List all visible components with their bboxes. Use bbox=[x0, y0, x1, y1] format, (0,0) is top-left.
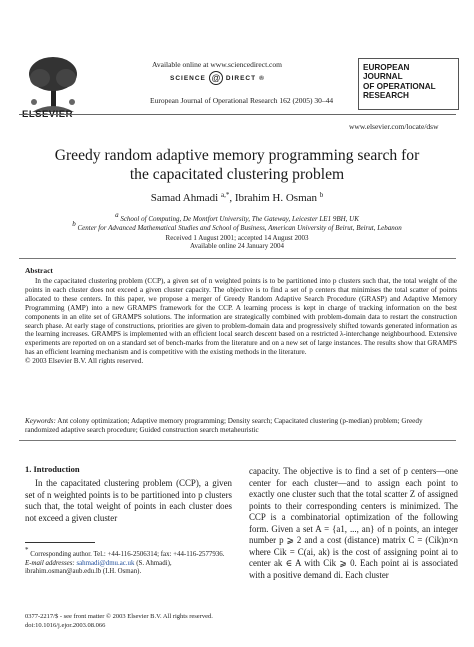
abstract-copyright: © 2003 Elsevier B.V. All rights reserved. bbox=[25, 357, 144, 366]
email-note bbox=[25, 560, 232, 577]
journal-name-line: OF OPERATIONAL bbox=[363, 81, 436, 91]
article-title bbox=[20, 147, 454, 184]
corresponding-author-note bbox=[25, 546, 232, 560]
issn-line: 0377-2217/$ - see front matter © 2003 Elsevier B.V. All rights reserved. bbox=[25, 613, 213, 620]
journal-citation: European Journal of Operational Research 162 (2005) 30–44 bbox=[150, 96, 334, 105]
author-affiliation-mark: b bbox=[319, 191, 324, 199]
available-online-date: Available online 24 January 2004 bbox=[190, 242, 284, 250]
journal-name bbox=[363, 63, 459, 101]
available-online-text: Available online at www.sciencedirect.com bbox=[152, 60, 282, 69]
abstract-bottom-divider bbox=[19, 440, 456, 441]
sciencedirect-science: SCIENCE bbox=[170, 74, 206, 82]
sciencedirect-at-icon: @ bbox=[209, 71, 223, 85]
article-title-line: Greedy random adaptive memory programming search for bbox=[54, 147, 420, 164]
sciencedirect-direct: DIRECT bbox=[225, 74, 257, 82]
section-heading: 1. Introduction bbox=[25, 464, 80, 474]
abstract-text: In the capacitated clustering problem (CCP), a given set of n weighted points is to be partitioned into p clusters such that, the total weight of the points in each cluster does not exceed a given cluster capacity. The objective is to find a set of p centers that minimises the total scatter of points allocated to these centers. In this paper, we propose a merger of Greedy Random Adaptive Search Procedure (GRASP) and Adaptive Memory Programming (AMP) into a new GRAMPS framework for the CCP. A learning process is kept in charge of tracking information on the best components in an elite set of GRAMPS solutions. The information are strategically combined with problem-domain data to restart the construction search phase. At early stage of constructions, priorities are given to problem-domain data and progressively shifted towards generated information as the learning increases. GRAMPS is implemented with an efficient local search descent based on a restricted λ-interchange neighbourhood. Extensive experiments are reported on on a standard set of bench-marks from the literature and on a new set of large instances. The results show that GRAMPS has an efficient learning mechanism and is competitive with the existing methods in the literature. bbox=[25, 277, 457, 357]
sciencedirect-trademark: ® bbox=[259, 74, 265, 82]
footnote-divider bbox=[25, 542, 95, 543]
journal-website: www.elsevier.com/locate/dsw bbox=[349, 122, 439, 131]
keywords-text: Ant colony optimization; Adaptive memory programming; Density search; Capacitated clustering (p-median) problem; Greedy randomized adaptive search procedure; Guided construction search metaheuristic bbox=[25, 417, 423, 434]
header-divider bbox=[19, 114, 456, 115]
author-affiliation-mark: a,* bbox=[220, 191, 230, 199]
affiliation-mark: a bbox=[115, 211, 119, 219]
keywords-label: Keywords: bbox=[25, 417, 56, 425]
email-label: E-mail addresses: bbox=[25, 559, 75, 567]
received-dates: Received 1 August 2001; accepted 14 August 2003 bbox=[165, 234, 309, 242]
journal-name-line: RESEARCH bbox=[363, 91, 409, 101]
footnote-text: Corresponding author. Tel.: +44-116-2506314; fax: +44-116-2577936. bbox=[30, 551, 225, 558]
author-name: Samad Ahmadi bbox=[150, 192, 219, 204]
affiliation-text: Center for Advanced Mathematical Studies and School of Business, American University of Beirut, Beirut, Lebanon bbox=[77, 224, 402, 232]
keywords bbox=[25, 417, 457, 435]
affiliation-b bbox=[20, 220, 454, 232]
affiliation-text: School of Computing, De Montfort University, The Gateway, Leicester LE1 9BH, UK bbox=[120, 215, 359, 223]
author-name: Ibrahim H. Osman bbox=[234, 192, 318, 204]
issn-block bbox=[25, 613, 213, 630]
email-text: (S. Ahmadi), ibrahim.osman@aub.edu.lb (I.H. Osman). bbox=[25, 559, 172, 576]
footnotes bbox=[25, 546, 232, 577]
abstract-top-divider bbox=[19, 258, 456, 259]
affiliation-mark: b bbox=[72, 220, 76, 228]
author-list bbox=[20, 191, 454, 204]
sciencedirect-logo bbox=[170, 71, 265, 85]
abstract-heading: Abstract bbox=[25, 266, 53, 275]
email-link[interactable]: sahmadi@dmu.ac.uk bbox=[76, 559, 135, 567]
journal-name-line: JOURNAL bbox=[363, 72, 403, 82]
body-right-column: capacity. The objective is to find a set of p centers—one center for each cluster—and to assign each point to exactly one cluster such that the total scatter Z of assigned points to their corresponding centers is minimized. The CCP is a combinatorial optimization of the following form. Given a set A = {a1, ..., an} of n points, an integer number p ⩾ 2 and a cost (distance) matrix C = (Cik)n×n where Cik = C(ai, ak) is the cost of assigning point ai to center ak ∈ A with Cik ⩾ 0. Each point ai is associated with a positive demand di. Each cluster bbox=[249, 466, 458, 580]
footnote-mark: * bbox=[25, 546, 29, 554]
body-left-column: In the capacitated clustering problem (CCP), a given set of n weighted points is to be partitioned into p clusters such that, the total weight of points in each cluster does not exceed a given cluster bbox=[25, 478, 232, 524]
doi-line: doi:10.1016/j.ejor.2003.08.066 bbox=[25, 621, 106, 629]
author-separator: , bbox=[229, 192, 233, 204]
journal-name-line: EUROPEAN bbox=[363, 63, 410, 72]
article-title-line: the capacitated clustering problem bbox=[129, 165, 345, 183]
abstract-body bbox=[25, 277, 457, 366]
